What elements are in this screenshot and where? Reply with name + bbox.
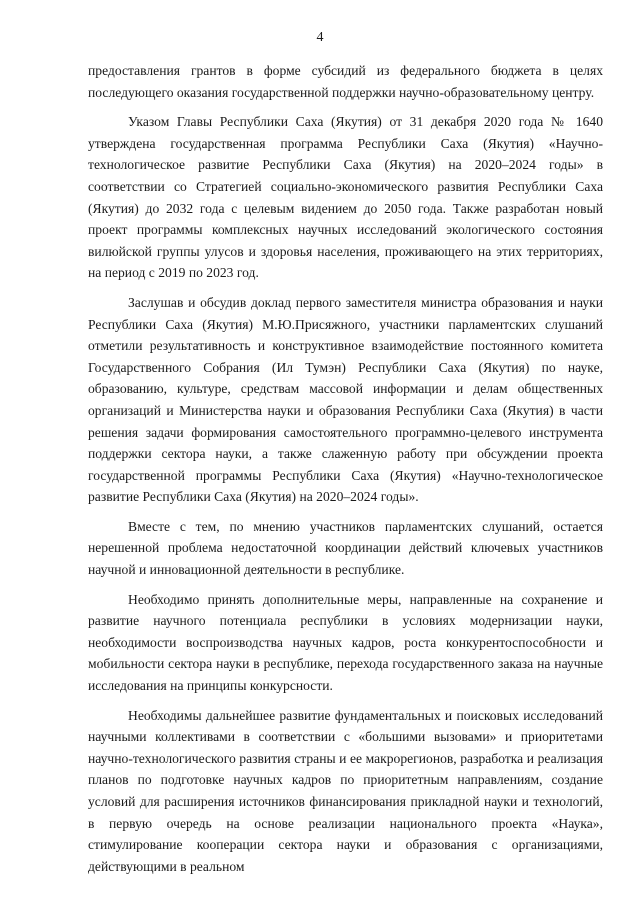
paragraph-continuation: предоставления грантов в форме субсидий из федерального бюджета в целях последующего оказания государственной поддержки научно-образовательному центру.: [88, 63, 603, 100]
paragraph-coordination-problem: Вместе с тем, по мнению участников парламентских слушаний, остается нерешенной проблема недостаточной координации действий ключевых участников научной и инновационной деятельности в республике.: [88, 518, 603, 578]
paragraph-hearing-report: Заслушав и обсудив доклад первого заместителя министра образования и науки Республики Саха (Якутия) М.Ю.Присяжного, участники парламентских слушаний отметили результативность и конструктивное взаимодействие постоянного комитета Государственного Собрания (Ил Тумэн) Республики Саха (Якутия) по науке, образованию, культуре, средствам массовой информации и делам общественных организаций и Министерства науки и образования Республики Саха (Якутия) в части решения задачи формирования самостоятельного программно-целевого инструмента поддержки сектора науки, а также слаженную работу при обсуждении проекта государственной программы Республики Саха (Якутия) «Научно-технологическое развитие Республики Саха (Якутия) на 2020–2024 годы».: [88, 294, 603, 505]
paragraph-decree: Указом Главы Республики Саха (Якутия) от 31 декабря 2020 года № 1640 утверждена государственная программа Республики Саха (Якутия) «Научно-технологическое развитие Республики Саха (Якутия) на 2020–2024 годы» в соответствии со Стратегией социально-экономического развития Республики Саха (Якутия) до 2032 года с целевым видением до 2050 года. Также разработан новый проект программы комплексных научных исследований экологического состояния вилюйской группы улусов и здоровья населения, проживающего на этих территориях, на период с 2019 по 2023 год.: [88, 114, 603, 281]
paragraph-additional-measures: Необходимо принять дополнительные меры, направленные на сохранение и развитие научного потенциала республики в условиях модернизации науки, необходимости воспроизводства научных кадров, роста конкурентоспособности и мобильности сектора науки в республике, перехода государственного заказа на научные исследования на принципы конкурсности.: [88, 591, 603, 694]
page-number: 4: [316, 30, 324, 45]
paragraph-further-development: Необходимы дальнейшее развитие фундаментальных и поисковых исследований научными коллективами в соответствии с «большими вызовами» и приоритетами научно-технологического развития страны и ее макрорегионов, разработка и реализация планов по подготовке научных кадров по приоритетным направлениям, создание условий для расширения источников финансирования прикладной науки и технологий, в первую очередь на основе реализации национального проекта «Наука», стимулирование кооперации сектора науки и образования с организациями, действующими в реальном: [88, 707, 603, 874]
document-body: [88, 60, 603, 885]
